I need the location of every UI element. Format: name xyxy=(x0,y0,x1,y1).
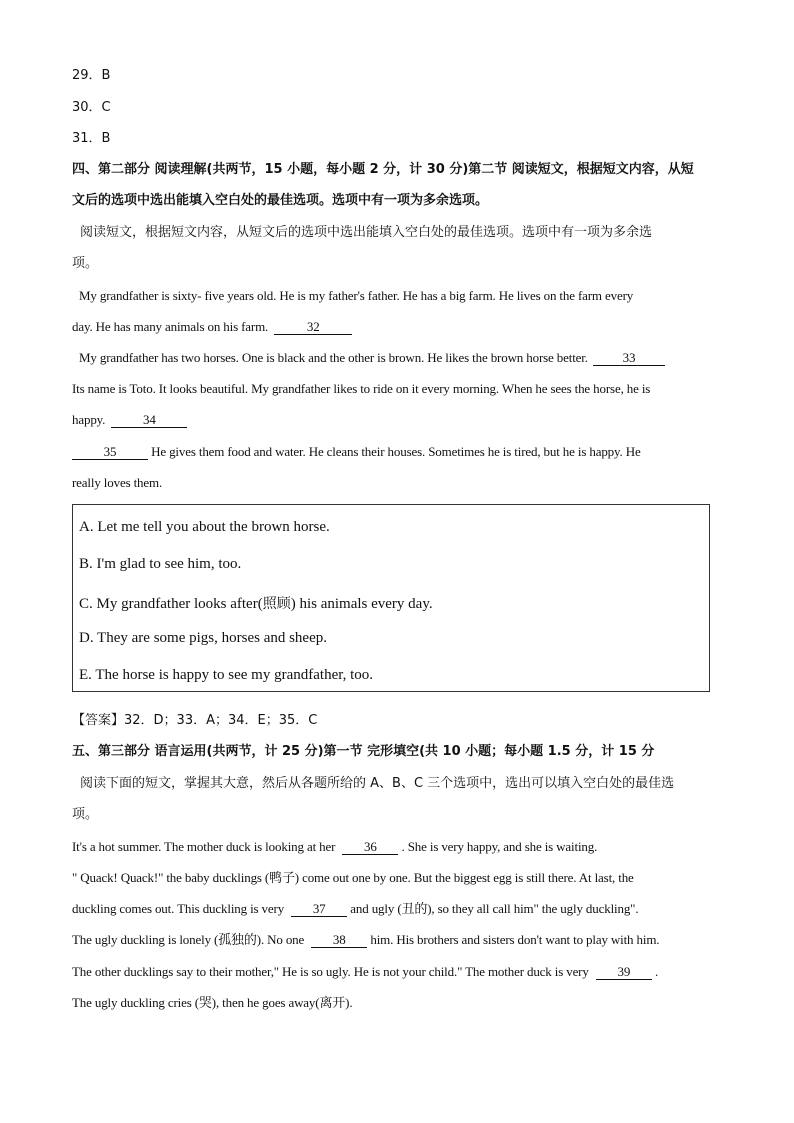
blank-36[interactable]: 36 xyxy=(342,840,398,855)
passage-paragraph2-line2: Its name is Toto. It looks beautiful. My grandfather likes to ride on it every morning. When he sees the horse, he is xyxy=(72,381,651,396)
passage-paragraph1-line2: day. He has many animals on his farm. 32 xyxy=(72,320,352,335)
option-d[interactable]: D. They are some pigs, horses and sheep. xyxy=(79,630,327,646)
passage-paragraph2-line3: happy. 34 xyxy=(72,413,187,428)
option-e[interactable]: E. The horse is happy to see my grandfather, too. xyxy=(79,667,374,683)
answer-30: 30．C xyxy=(72,100,111,115)
cloze-line2: " Quack! Quack!" the baby ducklings (鸭子) come out one by one. But the biggest egg is still there. At last, the xyxy=(72,870,634,885)
passage-paragraph3-line1: 35 He gives them food and water. He cleans their houses. Sometimes he is tired, but he is happy. He xyxy=(72,445,641,460)
answer-29: 29．B xyxy=(72,68,111,83)
section5-instructions-line2: 项。 xyxy=(72,807,99,822)
section4-heading-line2: 文后的选项中选出能填入空白处的最佳选项。选项中有一项为多余选项。 xyxy=(72,193,489,208)
cloze-line3: duckling comes out. This duckling is very 37 and ugly (丑的), so they all call him" the ugly duckling". xyxy=(72,901,639,916)
section4-instructions-line1: 阅读短文，根据短文内容，从短文后的选项中选出能填入空白处的最佳选项。选项中有一项为多余选 xyxy=(80,225,653,240)
option-b[interactable]: B. I'm glad to see him, too. xyxy=(79,556,242,572)
answer-key: 【答案】32．D；33．A；34．E；35．C xyxy=(72,713,318,728)
cloze-line5: The other ducklings say to their mother," He is so ugly. He is not your child." The mother duck is very 39 . xyxy=(72,964,659,979)
blank-33[interactable]: 33 xyxy=(593,351,665,366)
options-box xyxy=(72,504,710,692)
cloze-line1: It's a hot summer. The mother duck is looking at her 36 . She is very happy, and she is waiting. xyxy=(72,839,598,854)
option-a[interactable]: A. Let me tell you about the brown horse. xyxy=(79,519,330,535)
section4-instructions-line2: 项。 xyxy=(72,256,99,271)
blank-34[interactable]: 34 xyxy=(111,413,187,428)
option-c[interactable]: C. My grandfather looks after(照顾) his animals every day. xyxy=(79,596,433,612)
passage-paragraph3-line2: really loves them. xyxy=(72,475,163,490)
blank-38[interactable]: 38 xyxy=(311,933,367,948)
passage-paragraph1-line1: My grandfather is sixty- five years old. He is my father's father. He has a big farm. He lives on the farm every xyxy=(79,288,634,303)
cloze-line4: The ugly duckling is lonely (孤独的). No one 38 him. His brothers and sisters don't want to play with him. xyxy=(72,932,660,947)
section5-heading: 五、第三部分 语言运用(共两节，计 25 分)第一节 完形填空(共 10 小题；每小题 1.5 分，计 15 分 xyxy=(72,744,655,759)
blank-39[interactable]: 39 xyxy=(596,965,652,980)
blank-32[interactable]: 32 xyxy=(274,320,352,335)
cloze-line6: The ugly duckling cries (哭), then he goes away(离开). xyxy=(72,995,353,1010)
blank-35[interactable]: 35 xyxy=(72,445,148,460)
blank-37[interactable]: 37 xyxy=(291,902,347,917)
passage-paragraph2-line1: My grandfather has two horses. One is black and the other is brown. He likes the brown horse better. 33 xyxy=(79,351,665,366)
section4-heading-line1: 四、第二部分 阅读理解(共两节，15 小题，每小题 2 分，计 30 分)第二节 阅读短文，根据短文内容，从短 xyxy=(72,162,694,177)
answer-31: 31．B xyxy=(72,131,111,146)
section5-instructions-line1: 阅读下面的短文，掌握其大意，然后从各题所给的 A、B、C 三个选项中，选出可以填入空白处的最佳选 xyxy=(80,776,675,791)
